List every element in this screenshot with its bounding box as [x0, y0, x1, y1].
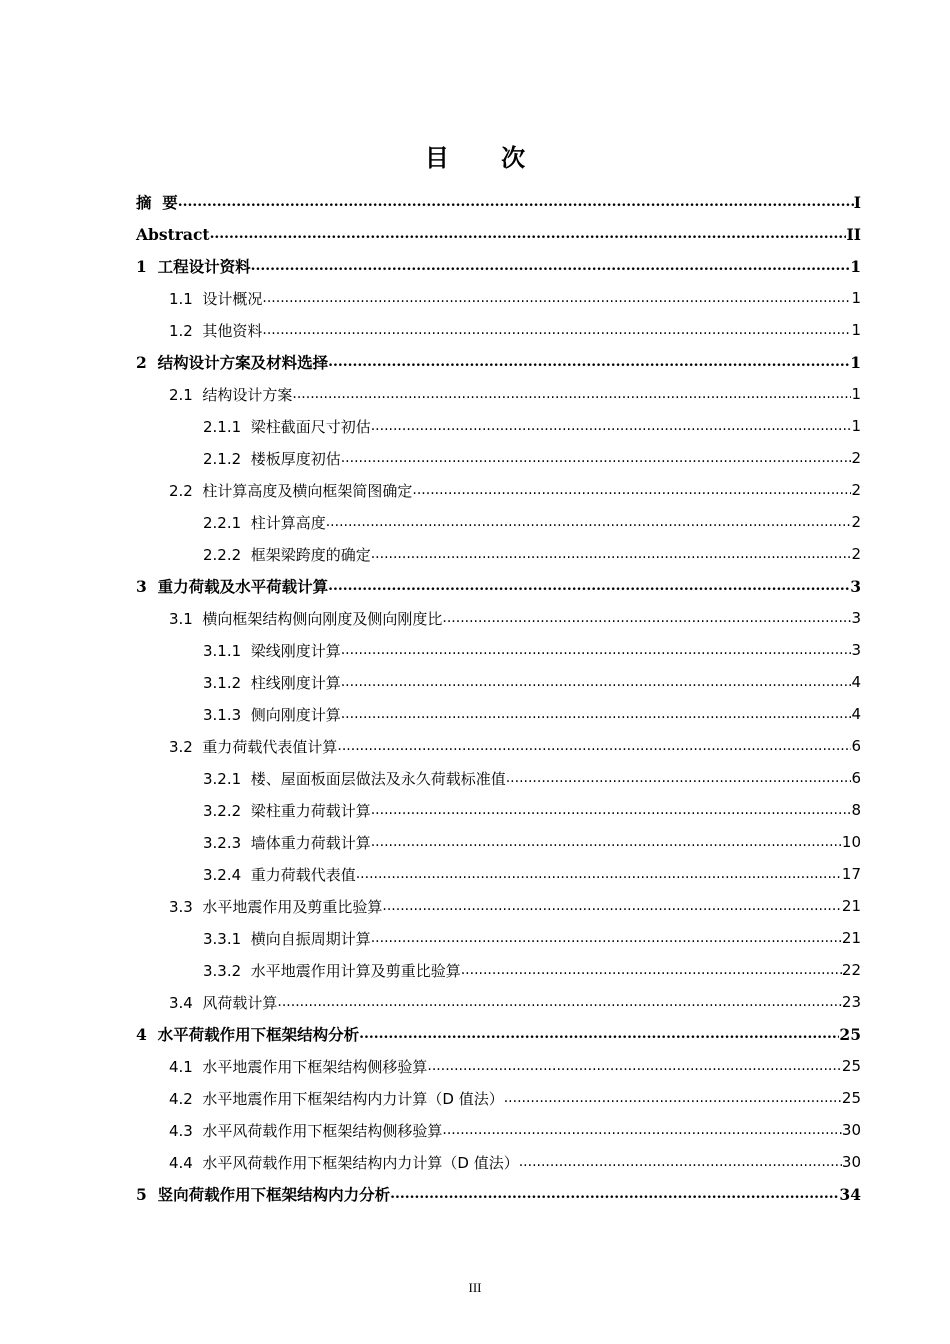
- toc-entry-page: 30: [841, 1121, 861, 1139]
- toc-entry-page: 4: [851, 673, 861, 691]
- toc-entry[interactable]: [136, 506, 861, 538]
- toc-dot-leader: [251, 259, 851, 282]
- toc-entry[interactable]: [136, 730, 861, 762]
- toc-entry[interactable]: [136, 666, 861, 698]
- toc-entry-label: Abstract: [136, 224, 210, 244]
- toc-entry-page: 25: [841, 1089, 861, 1107]
- toc-entry-page: 22: [841, 961, 861, 979]
- toc-entry-label: 2.1.1 梁柱截面尺寸初估: [203, 417, 371, 436]
- toc-dot-leader: [427, 1059, 842, 1082]
- toc-entry[interactable]: [136, 1114, 861, 1146]
- toc-dot-leader: [210, 227, 847, 250]
- toc-entry-page: 21: [841, 897, 861, 915]
- toc-dot-leader: [262, 323, 851, 346]
- toc-entry[interactable]: [136, 986, 861, 1018]
- toc-entry-label: 3.4 风荷载计算: [169, 993, 278, 1012]
- toc-dot-leader: [277, 995, 842, 1018]
- toc-dot-leader: [356, 867, 842, 890]
- toc-entry-page: 1: [851, 385, 861, 403]
- toc-entry-page: 3: [851, 641, 861, 659]
- toc-entry-page: 1: [851, 289, 861, 307]
- toc-entry-label: 3 重力荷载及水平荷载计算: [136, 577, 329, 596]
- toc-entry-page: 2: [851, 513, 861, 531]
- toc-entry[interactable]: [136, 922, 861, 954]
- toc-entry-label: 5 竖向荷载作用下框架结构内力分析: [136, 1185, 391, 1204]
- toc-entry-page: 25: [841, 1057, 861, 1075]
- page-number: III: [468, 1280, 482, 1295]
- toc-entry-page: 3: [850, 576, 861, 596]
- toc-entry-page: I: [853, 192, 861, 212]
- toc-dot-leader: [412, 483, 851, 506]
- toc-entry[interactable]: [136, 282, 861, 314]
- toc-entry-label: 4.4 水平风荷载作用下框架结构内力计算（D 值法）: [169, 1153, 519, 1172]
- toc-entry-page: 21: [841, 929, 861, 947]
- toc-entry-label: 2 结构设计方案及材料选择: [136, 353, 329, 372]
- toc-entry-page: 30: [841, 1153, 861, 1171]
- toc-entry-page: 3: [851, 609, 861, 627]
- toc-entry[interactable]: [136, 602, 861, 634]
- toc-entry-page: 4: [851, 705, 861, 723]
- toc-entry-label: 3.2 重力荷载代表值计算: [169, 737, 338, 756]
- toc-entry-label: 2.1.2 楼板厚度初估: [203, 449, 341, 468]
- toc-entry-label: 2.1 结构设计方案: [169, 385, 293, 404]
- toc-entry-label: 3.2.3 墙体重力荷载计算: [203, 833, 371, 852]
- toc-dot-leader: [341, 451, 852, 474]
- toc-entry[interactable]: [136, 954, 861, 986]
- toc-entry-label: 4.3 水平风荷载作用下框架结构侧移验算: [169, 1121, 443, 1140]
- toc-entry-label: 摘 要: [136, 193, 178, 212]
- toc-entry[interactable]: [136, 1082, 861, 1114]
- toc-entry-label: 2.2.1 柱计算高度: [203, 513, 326, 532]
- toc-entry[interactable]: [136, 218, 861, 250]
- toc-entry-page: 10: [841, 833, 861, 851]
- toc-dot-leader: [328, 579, 850, 602]
- table-of-contents: [136, 186, 861, 1210]
- toc-entry[interactable]: [136, 698, 861, 730]
- toc-dot-leader: [341, 707, 852, 730]
- toc-entry-page: 25: [839, 1024, 861, 1044]
- toc-dot-leader: [371, 419, 852, 442]
- toc-dot-leader: [341, 643, 852, 666]
- toc-dot-leader: [371, 803, 852, 826]
- page-title: 目 次: [424, 143, 548, 172]
- toc-entry[interactable]: [136, 538, 861, 570]
- toc-entry[interactable]: [136, 1178, 861, 1210]
- toc-entry[interactable]: [136, 1018, 861, 1050]
- toc-entry[interactable]: [136, 186, 861, 218]
- toc-entry-label: 3.3.1 横向自振周期计算: [203, 929, 371, 948]
- toc-entry[interactable]: [136, 858, 861, 890]
- toc-dot-leader: [506, 771, 852, 794]
- toc-entry-page: 2: [851, 481, 861, 499]
- toc-entry[interactable]: [136, 570, 861, 602]
- toc-entry-label: 1.2 其他资料: [169, 321, 263, 340]
- toc-dot-leader: [390, 1187, 839, 1210]
- toc-entry-label: 3.2.1 楼、屋面板面层做法及永久荷载标准值: [203, 769, 506, 788]
- toc-dot-leader: [442, 611, 851, 634]
- toc-entry-page: 1: [851, 417, 861, 435]
- toc-dot-leader: [371, 547, 852, 570]
- toc-entry-label: 2.2.2 框架梁跨度的确定: [203, 545, 371, 564]
- toc-entry[interactable]: [136, 250, 861, 282]
- toc-dot-leader: [359, 1027, 839, 1050]
- toc-dot-leader: [262, 291, 851, 314]
- toc-entry-page: 1: [851, 321, 861, 339]
- toc-entry[interactable]: [136, 794, 861, 826]
- toc-dot-leader: [461, 963, 842, 986]
- toc-entry-page: 6: [851, 769, 861, 787]
- toc-entry[interactable]: [136, 346, 861, 378]
- toc-entry-label: 4.1 水平地震作用下框架结构侧移验算: [169, 1057, 428, 1076]
- toc-entry[interactable]: [136, 410, 861, 442]
- toc-entry-label: 3.1.2 柱线刚度计算: [203, 673, 341, 692]
- toc-entry[interactable]: [136, 442, 861, 474]
- toc-dot-leader: [326, 515, 852, 538]
- toc-entry[interactable]: [136, 378, 861, 410]
- toc-dot-leader: [382, 899, 842, 922]
- toc-entry-label: 3.3.2 水平地震作用计算及剪重比验算: [203, 961, 461, 980]
- toc-entry-page: 23: [841, 993, 861, 1011]
- toc-entry-page: II: [846, 224, 861, 244]
- toc-entry[interactable]: [136, 762, 861, 794]
- toc-entry[interactable]: [136, 474, 861, 506]
- toc-entry[interactable]: [136, 890, 861, 922]
- toc-entry-page: 8: [851, 801, 861, 819]
- toc-entry-label: 3.2.4 重力荷载代表值: [203, 865, 356, 884]
- toc-dot-leader: [328, 355, 850, 378]
- toc-entry[interactable]: [136, 314, 861, 346]
- toc-entry-label: 3.1.3 侧向刚度计算: [203, 705, 341, 724]
- toc-entry-label: 4.2 水平地震作用下框架结构内力计算（D 值法）: [169, 1089, 504, 1108]
- toc-dot-leader: [337, 739, 851, 762]
- toc-entry-page: 2: [851, 545, 861, 563]
- toc-entry[interactable]: [136, 1146, 861, 1178]
- toc-entry-label: 1 工程设计资料: [136, 257, 251, 276]
- toc-dot-leader: [371, 835, 842, 858]
- toc-entry-label: 3.1.1 梁线刚度计算: [203, 641, 341, 660]
- toc-dot-leader: [442, 1123, 842, 1146]
- toc-entry-label: 3.2.2 梁柱重力荷载计算: [203, 801, 371, 820]
- toc-entry-page: 1: [850, 352, 861, 372]
- toc-dot-leader: [341, 675, 852, 698]
- toc-dot-leader: [292, 387, 851, 410]
- toc-entry-page: 34: [839, 1184, 861, 1204]
- toc-entry-label: 1.1 设计概况: [169, 289, 263, 308]
- toc-entry-label: 4 水平荷载作用下框架结构分析: [136, 1025, 360, 1044]
- toc-entry-label: 3.1 横向框架结构侧向刚度及侧向刚度比: [169, 609, 443, 628]
- toc-entry-label: 3.3 水平地震作用及剪重比验算: [169, 897, 383, 916]
- toc-entry[interactable]: [136, 634, 861, 666]
- toc-dot-leader: [519, 1155, 842, 1178]
- toc-entry-page: 2: [851, 449, 861, 467]
- toc-dot-leader: [371, 931, 842, 954]
- toc-entry-page: 17: [841, 865, 861, 883]
- toc-entry-page: 1: [850, 256, 861, 276]
- toc-entry[interactable]: [136, 826, 861, 858]
- toc-dot-leader: [178, 195, 854, 218]
- toc-entry-page: 6: [851, 737, 861, 755]
- toc-entry[interactable]: [136, 1050, 861, 1082]
- toc-entry-label: 2.2 柱计算高度及横向框架简图确定: [169, 481, 413, 500]
- toc-dot-leader: [504, 1091, 842, 1114]
